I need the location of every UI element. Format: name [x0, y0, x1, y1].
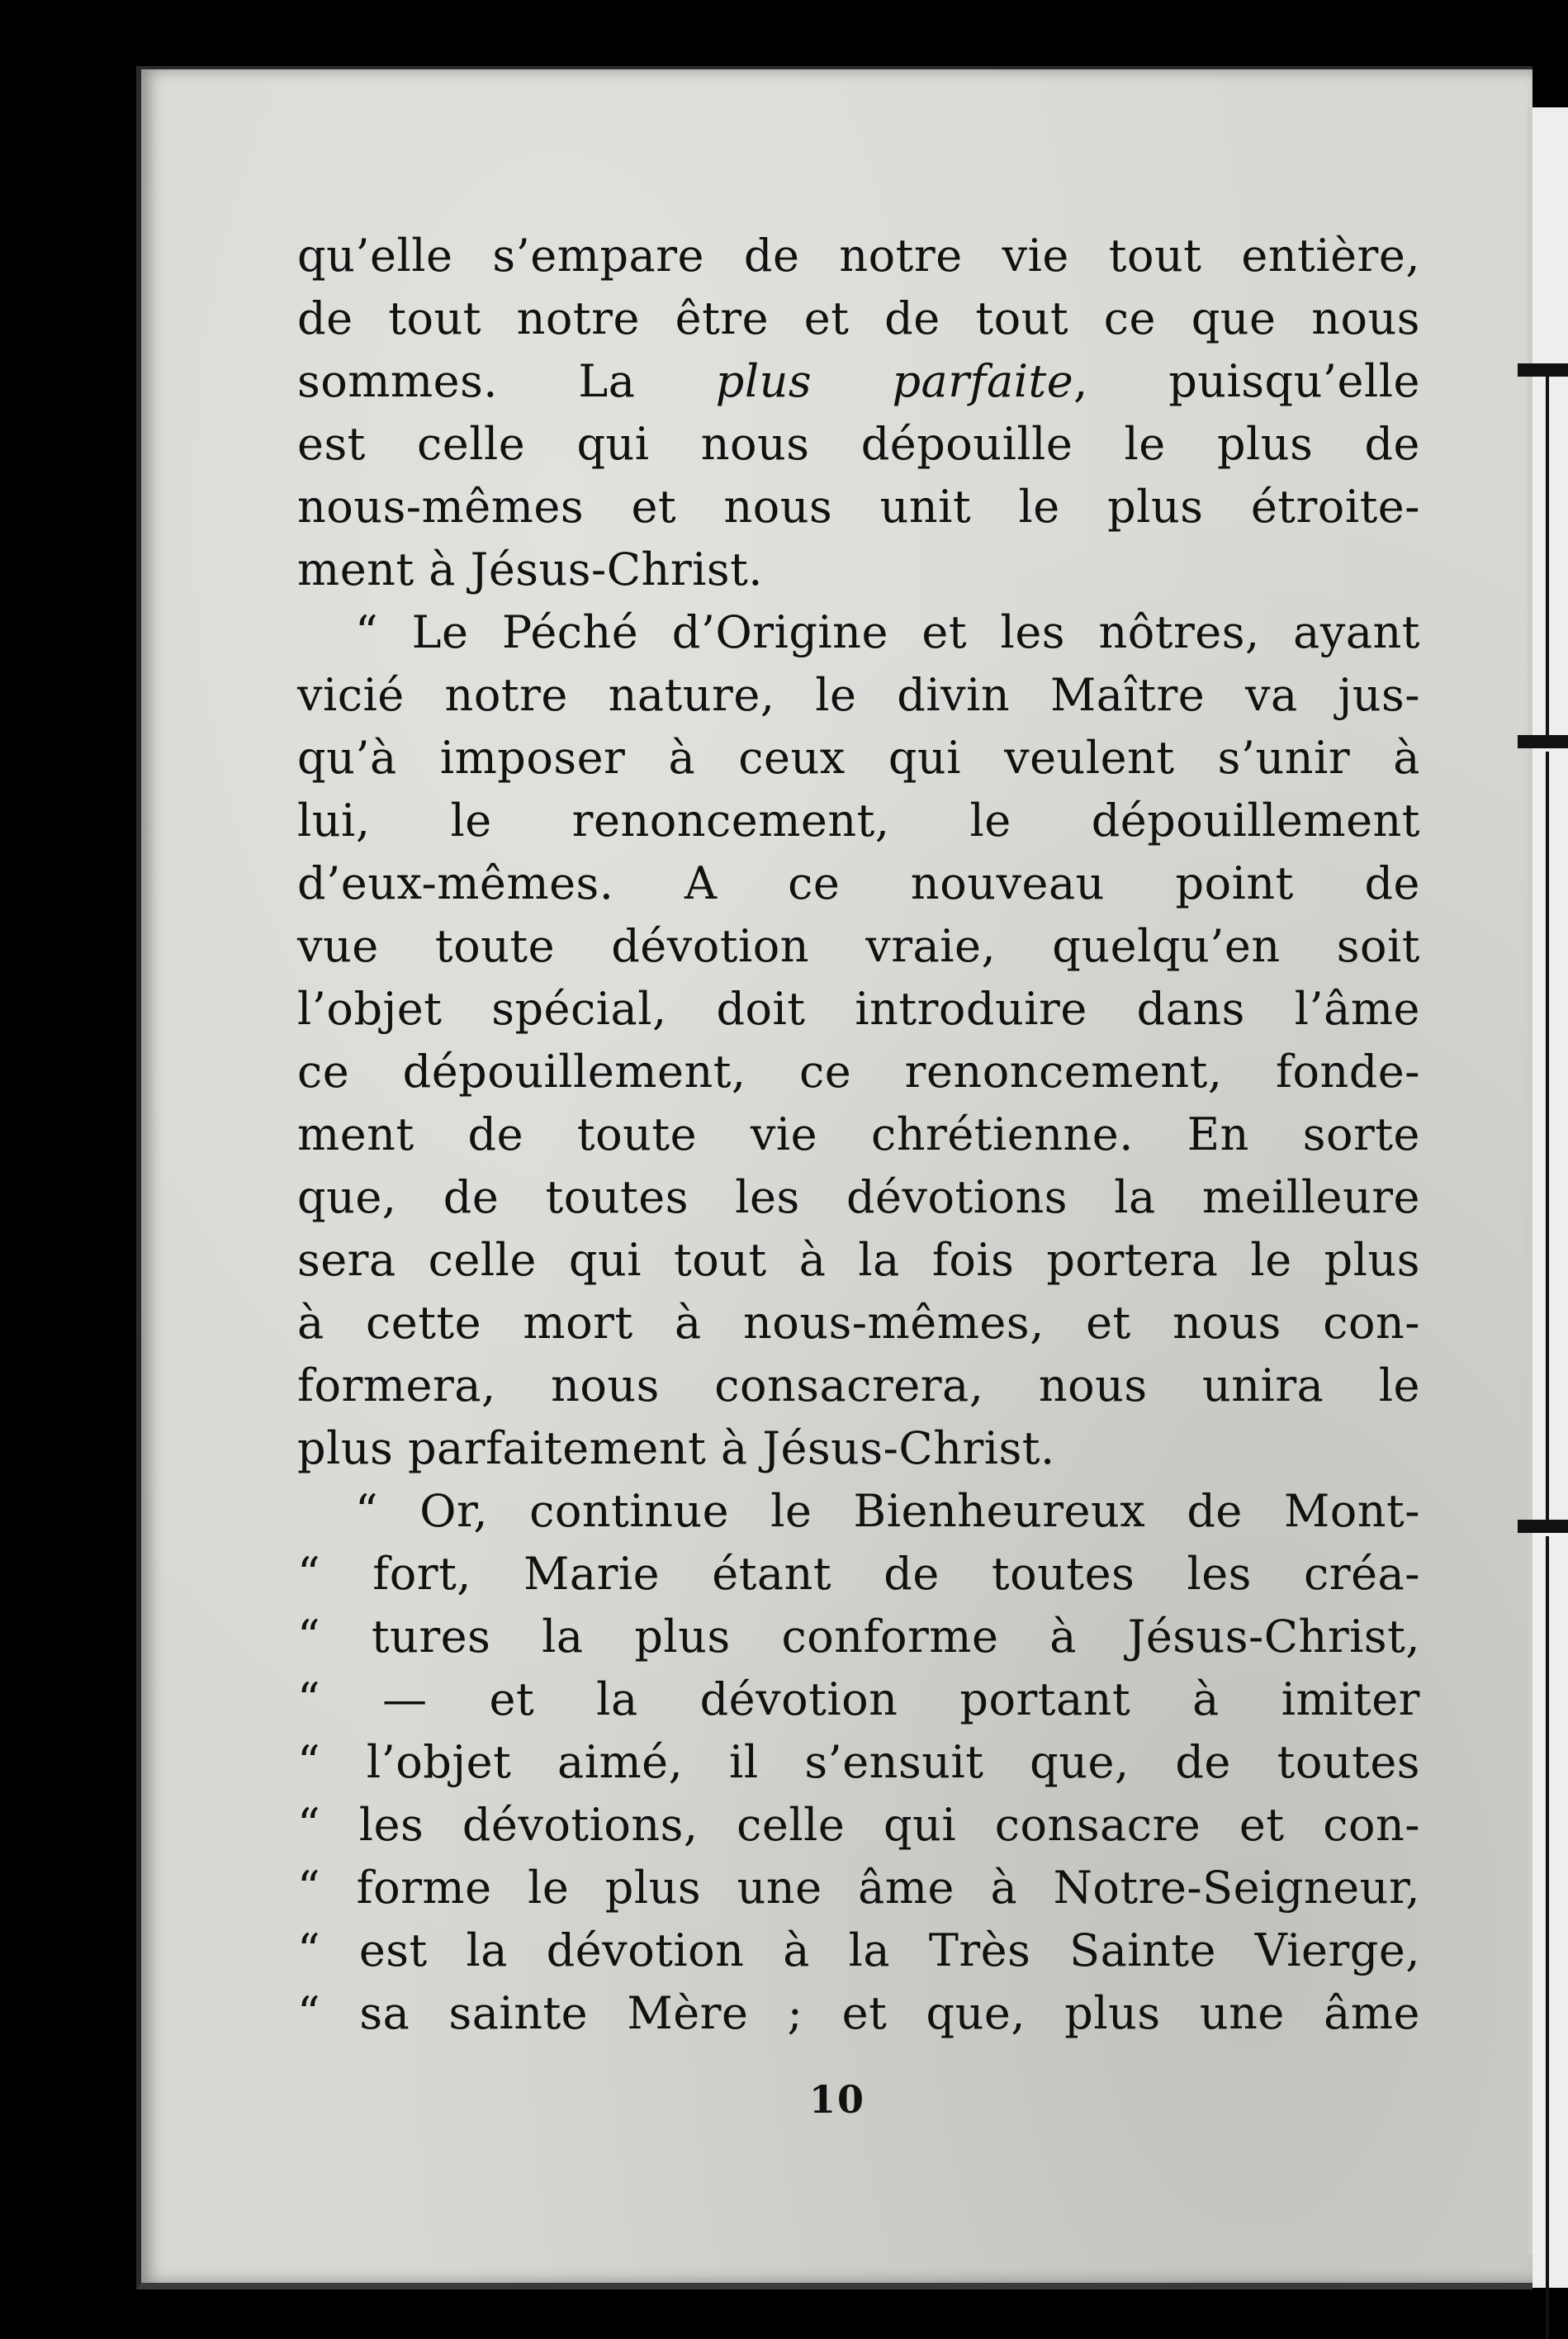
- binding-strip: [1532, 107, 1568, 2288]
- text-line: [297, 601, 1420, 664]
- text-line-segment: qu’elle s’empare de notre vie tout entière,: [297, 230, 1420, 282]
- text-line: [297, 1041, 1420, 1103]
- text-line-segment: “ l’objet aimé, il s’ensuit que, de toutes: [297, 1736, 1420, 1788]
- page-number: 10: [809, 2077, 866, 2122]
- binding-stitch: [1518, 1520, 1568, 1533]
- text-line: [297, 1857, 1420, 1919]
- text-line-segment: l’objet spécial, doit introduire dans l’âme: [297, 983, 1420, 1035]
- text-line: [297, 413, 1420, 476]
- binding-stitch: [1518, 735, 1568, 748]
- text-line-segment: “ fort, Marie étant de toutes les créa-: [297, 1548, 1420, 1600]
- text-line: [297, 287, 1420, 350]
- text-line-segment: “ sa sainte Mère ; et que, plus une âme: [297, 1987, 1420, 2039]
- text-line: [297, 978, 1420, 1041]
- text-line-segment: de tout notre être et de tout ce que nous: [297, 292, 1420, 344]
- text-line-segment: “ forme le plus une âme à Notre-Seigneur,: [297, 1862, 1420, 1914]
- text-line: [297, 1103, 1420, 1166]
- text-line: [297, 1668, 1420, 1731]
- text-line-segment: plus parfaitement à Jésus-Christ.: [297, 1422, 1055, 1474]
- text-line-segment: d’eux-mêmes. A ce nouveau point de: [297, 857, 1420, 909]
- text-line-segment: lui, le renoncement, le dépouillement: [297, 795, 1420, 847]
- binding-thread: [1546, 752, 1549, 1520]
- text-line-segment: vicié notre nature, le divin Maître va jus-: [297, 669, 1420, 721]
- text-line: [297, 1166, 1420, 1229]
- body-text: [297, 225, 1420, 2045]
- text-line: [297, 538, 1420, 601]
- text-line-segment: “ tures la plus conforme à Jésus-Christ,: [297, 1611, 1420, 1663]
- emphasized-text: plus parfaite: [715, 355, 1074, 407]
- text-line-segment: est celle qui nous dépouille le plus de: [297, 418, 1420, 470]
- text-line: [297, 727, 1420, 790]
- text-line: [297, 1982, 1420, 2045]
- text-line-segment: , puisqu’elle: [1073, 355, 1420, 407]
- text-line-segment: “ est la dévotion à la Très Sainte Vierge,: [297, 1924, 1420, 1976]
- text-line: [297, 476, 1420, 538]
- text-line: [297, 1229, 1420, 1292]
- text-line-segment: ment à Jésus-Christ.: [297, 543, 763, 595]
- text-line-segment: que, de toutes les dévotions la meilleure: [297, 1171, 1420, 1223]
- binding-stitch: [1518, 363, 1568, 377]
- text-line-segment: “ — et la dévotion portant à imiter: [297, 1673, 1420, 1725]
- text-line-segment: sera celle qui tout à la fois portera le plus: [297, 1234, 1420, 1286]
- text-line: [297, 790, 1420, 852]
- text-line: [297, 225, 1420, 287]
- text-line: [297, 1480, 1420, 1543]
- text-line-segment: nous-mêmes et nous unit le plus étroite-: [297, 481, 1420, 533]
- text-line-segment: qu’à imposer à ceux qui veulent s’unir à: [297, 732, 1420, 784]
- text-line: [297, 852, 1420, 915]
- text-line: [297, 1417, 1420, 1480]
- text-line-segment: “ Or, continue le Bienheureux de Mont-: [355, 1485, 1420, 1537]
- text-line: [297, 915, 1420, 978]
- text-line: [297, 1919, 1420, 1982]
- text-line: [297, 1606, 1420, 1668]
- text-line-segment: vue toute dévotion vraie, quelqu’en soit: [297, 920, 1420, 972]
- text-line: [297, 350, 1420, 413]
- text-line-segment: à cette mort à nous-mêmes, et nous con-: [297, 1297, 1420, 1349]
- text-line-segment: sommes. La: [297, 355, 716, 407]
- text-line-segment: “ Le Péché d’Origine et les nôtres, ayant: [355, 606, 1420, 658]
- text-line-segment: ment de toute vie chrétienne. En sorte: [297, 1108, 1420, 1160]
- text-line: [297, 1731, 1420, 1794]
- text-line: [297, 1292, 1420, 1355]
- text-line: [297, 1355, 1420, 1417]
- text-line: [297, 664, 1420, 727]
- text-line-segment: “ les dévotions, celle qui consacre et con-: [297, 1799, 1420, 1851]
- binding-thread: [1546, 372, 1549, 735]
- text-line: [297, 1543, 1420, 1606]
- text-line-segment: ce dépouillement, ce renoncement, fonde-: [297, 1046, 1420, 1098]
- text-line-segment: formera, nous consacrera, nous unira le: [297, 1359, 1420, 1411]
- binding-thread: [1546, 1536, 1549, 2339]
- text-line: [297, 1794, 1420, 1857]
